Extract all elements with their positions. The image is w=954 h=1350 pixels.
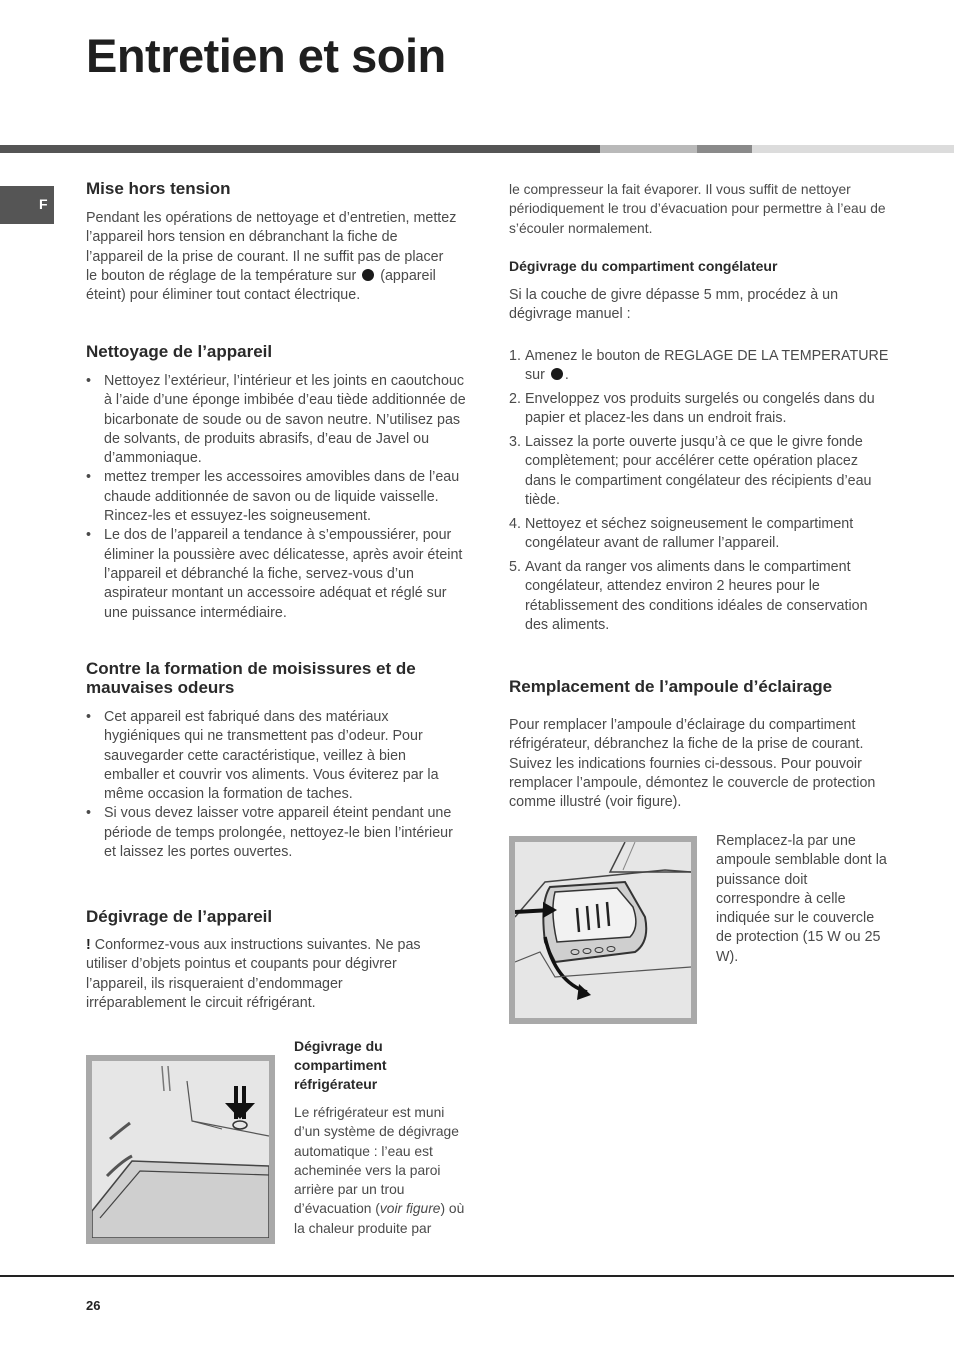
- list-item: 5. Avant da ranger vos aliments dans le compartiment congélateur, attendez environ 2 heures pour le rétablissement des conditions idéales de conservation des aliments.: [509, 558, 868, 633]
- page-number: 26: [86, 1298, 101, 1313]
- congelateur-steps: [509, 347, 889, 640]
- list-item: • mettez tremper les accessoires amovibles dans de l’eau chaude additionnée de savon ou de liquide vaisselle. Rincez-les et essuyez-les soigneusement.: [86, 468, 466, 526]
- language-tab: F: [0, 186, 54, 224]
- mise-hors-tension-text: Pendant les opérations de nettoyage et d’entretien, mettez l’appareil hors tension en débranchant la fiche de l’appareil de la prise de courant. Il ne suffit pas de placer le bouton de réglage de la température sur (appareil éteint) pour éliminer tout contact électrique.: [86, 210, 457, 304]
- warning-mark: !: [86, 937, 91, 953]
- list-item: • Cet appareil est fabriqué dans des matériaux hygiéniques qui ne transmettent pas d’odeur. Pour sauvegarder cette caractéristique, veillez à bien emballer et couvrir vos aliments. Vous éviterez par la même occasion la formation de taches.: [86, 708, 458, 804]
- page-title: Entretien et soin: [86, 29, 446, 82]
- header-band-light: [600, 145, 697, 153]
- list-item: 1. Amenez le bouton de REGLAGE DE LA TEMPERATURE sur .: [509, 348, 889, 384]
- refrigerateur-continuation: le compresseur la fait évaporer. Il vous suffit de nettoyer périodiquement le trou d’évacuation pour permettre à l’eau de s’écouler normalement.: [509, 182, 886, 236]
- congelateur-intro: Si la couche de givre dépasse 5 mm, procédez à un dégivrage manuel :: [509, 287, 839, 323]
- ampoule-heading: Remplacement de l’ampoule d’éclairage: [509, 677, 833, 696]
- ampoule-text: Pour remplacer l’ampoule d’éclairage du compartiment réfrigérateur, débranchez la fiche de la prise de courant. Suivez les indications fournies ci-dessous. Pour pouvoir remplacer l’ampoule, démontez le couvercle de protection comme illustré (voir figure).: [509, 717, 876, 811]
- list-item: • Le dos de l’appareil a tendance à s’empoussiérer, pour éliminer la poussière avec délicatesse, après avoir éteint l’appareil et débranché la fiche, servez-vous d’un aspirateur montant un accessoire adéquat et réglé sur une puissance intermédiaire.: [86, 526, 466, 622]
- refrigerateur-heading: Dégivrage du compartiment réfrigérateur: [294, 1038, 387, 1092]
- nettoyage-heading: Nettoyage de l’appareil: [86, 342, 273, 361]
- off-position-dot-icon: [362, 269, 374, 281]
- list-item: 2. Enveloppez vos produits surgelés ou congelés dans du papier et placez-les dans un endroit frais.: [509, 391, 875, 427]
- degivrage-heading: Dégivrage de l’appareil: [86, 907, 273, 926]
- list-item: • Si vous devez laisser votre appareil éteint pendant une période de temps prolongée, nettoyez-le bien l’intérieur et laissez les portes ouvertes.: [86, 804, 458, 862]
- moisissures-heading: Contre la formation de moisissures et de mauvaises odeurs: [86, 659, 416, 697]
- list-item: • Nettoyez l’extérieur, l’intérieur et les joints en caoutchouc à l’aide d’une éponge imbibée d’eau tiède additionnée de bicarbonate de soude ou de savon neutre. N’utilisez pas de solvants, de produits abrasifs, d’eau de Javel ou d’ammoniaque.: [86, 372, 466, 468]
- refrigerateur-text: Le réfrigérateur est muni d’un système de dégivrage automatique : l’eau est acheminée vers la paroi arrière par un trou d’évacuation (voir figure) où la chaleur produite par: [294, 1105, 465, 1236]
- list-item: 3. Laissez la porte ouverte jusqu’à ce que le givre fonde complètement; pour accélérer cette opération placez dans le compartiment congélateur des récipients d’eau tiède.: [509, 434, 872, 509]
- fridge-interior-illustration: [92, 1061, 269, 1238]
- congelateur-heading: Dégivrage du compartiment congélateur: [509, 258, 778, 274]
- footer-rule: [0, 1275, 954, 1277]
- lamp-cover-figure: [509, 836, 697, 1024]
- lamp-cover-illustration: [515, 842, 691, 1018]
- header-band-dark: [0, 145, 600, 153]
- nettoyage-list: [86, 372, 466, 623]
- header-band-mid: [697, 145, 752, 153]
- mise-hors-tension-heading: Mise hors tension: [86, 179, 231, 198]
- list-item: 4. Nettoyez et séchez soigneusement le compartiment congélateur avant de rallumer l’appareil.: [509, 515, 854, 552]
- ampoule-side-text: Remplacez-la par une ampoule semblable dont la puissance doit correspondre à celle indiquée sur le couvercle de protection (15 W ou 25 W).: [716, 833, 887, 965]
- fridge-drain-figure: [86, 1055, 275, 1244]
- header-band-pale: [752, 145, 954, 153]
- off-position-dot-icon: [551, 368, 563, 380]
- moisissures-list: [86, 708, 458, 862]
- degivrage-warning: ! Conformez-vous aux instructions suivantes. Ne pas utiliser d’objets pointus et coupants pour dégivrer l’appareil, ils risqueraient d’endommager irréparablement le circuit réfrigérant.: [86, 937, 421, 1011]
